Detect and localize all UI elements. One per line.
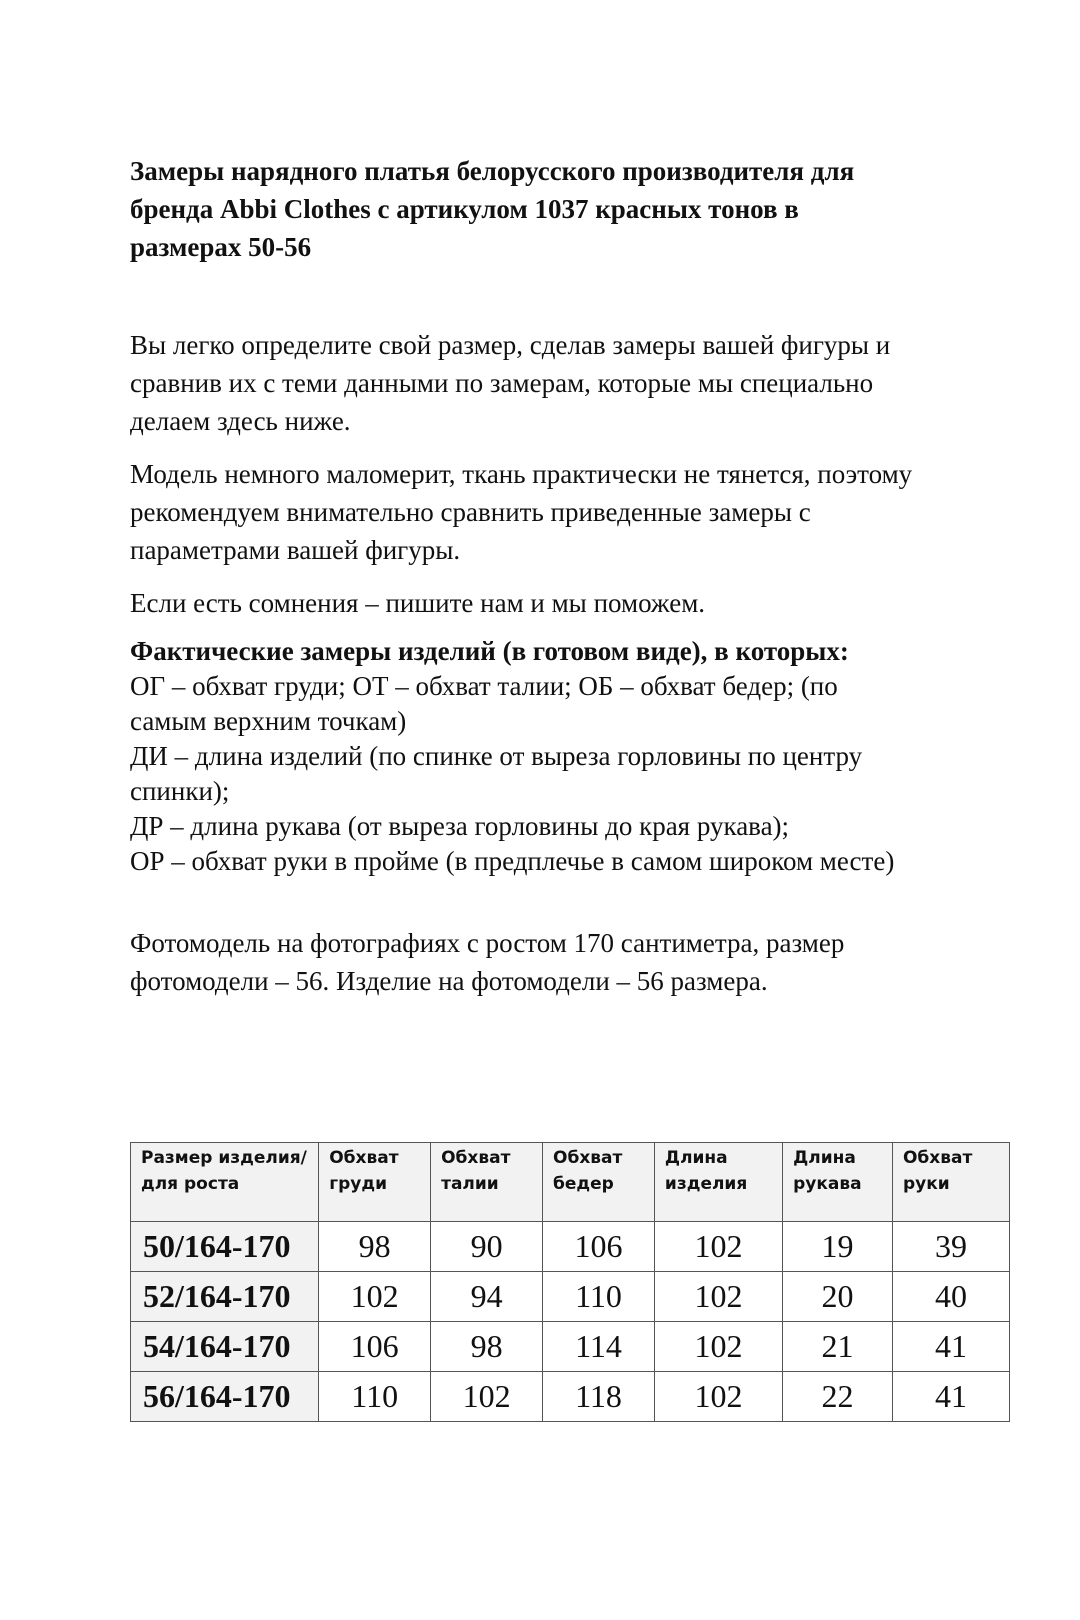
table-cell: 110	[543, 1272, 655, 1322]
legend-line: ДР – длина рукава (от выреза горловины до края рукава);	[130, 811, 790, 841]
model-note-paragraph	[130, 455, 1010, 569]
intro-line: сравнив их с теми данными по замерам, которые мы специально	[130, 368, 874, 398]
table-row	[131, 1272, 1010, 1322]
table-cell: 22	[783, 1372, 893, 1422]
table-cell: 118	[543, 1372, 655, 1422]
table-cell: 40	[892, 1272, 1009, 1322]
table-cell: 106	[543, 1222, 655, 1272]
table-row	[131, 1222, 1010, 1272]
intro-paragraph	[130, 326, 1010, 440]
table-header-row	[131, 1143, 1010, 1222]
table-cell: 41	[892, 1322, 1009, 1372]
table-cell: 102	[319, 1272, 431, 1322]
header-hips: Обхват бедер	[543, 1143, 655, 1222]
document-title	[130, 152, 1010, 266]
legend-line: самым верхним точкам)	[130, 706, 407, 736]
doubts-paragraph: Если есть сомнения – пишите нам и мы поможем.	[130, 588, 706, 618]
model-note-line: рекомендуем внимательно сравнить приведенные замеры с	[130, 497, 811, 527]
size-chart-table	[130, 1142, 1010, 1422]
size-cell: 56/164-170	[131, 1372, 319, 1422]
model-note-line: Модель немного маломерит, ткань практически не тянется, поэтому	[130, 459, 913, 489]
legend-line: ОГ – обхват груди; ОТ – обхват талии; ОБ – обхват бедер; (по	[130, 671, 838, 701]
header-waist: Обхват талии	[431, 1143, 543, 1222]
model-note-line: параметрами вашей фигуры.	[130, 535, 461, 565]
table-row	[131, 1372, 1010, 1422]
table-cell: 102	[654, 1272, 782, 1322]
legend-line: спинки);	[130, 776, 230, 806]
table-cell: 94	[431, 1272, 543, 1322]
table-cell: 106	[319, 1322, 431, 1372]
table-cell: 114	[543, 1322, 655, 1372]
title-line: Замеры нарядного платья белорусского производителя для	[130, 156, 855, 186]
title-line: размерах 50-56	[130, 232, 312, 262]
size-cell: 52/164-170	[131, 1272, 319, 1322]
table-cell: 110	[319, 1372, 431, 1422]
header-length: Длина изделия	[654, 1143, 782, 1222]
table-cell: 102	[654, 1322, 782, 1372]
table-cell: 21	[783, 1322, 893, 1372]
table-cell: 90	[431, 1222, 543, 1272]
photo-line: фотомодели – 56. Изделие на фотомодели – 56 размера.	[130, 966, 768, 996]
table-cell: 41	[892, 1372, 1009, 1422]
table-cell: 102	[654, 1222, 782, 1272]
table-cell: 19	[783, 1222, 893, 1272]
size-cell: 54/164-170	[131, 1322, 319, 1372]
intro-line: Вы легко определите свой размер, сделав замеры вашей фигуры и	[130, 330, 891, 360]
title-line: бренда Abbi Clothes с артикулом 1037 красных тонов в	[130, 194, 799, 224]
document-page	[130, 152, 1010, 1000]
table-cell: 98	[319, 1222, 431, 1272]
table-cell: 98	[431, 1322, 543, 1372]
legend-line: ОР – обхват руки в пройме (в предплечье в самом широком месте)	[130, 846, 895, 876]
table-cell: 102	[431, 1372, 543, 1422]
size-cell: 50/164-170	[131, 1222, 319, 1272]
intro-line: делаем здесь ниже.	[130, 406, 351, 436]
table-cell: 20	[783, 1272, 893, 1322]
table-cell: 102	[654, 1372, 782, 1422]
measurements-legend	[130, 634, 1010, 879]
header-sleeve: Длина рукава	[783, 1143, 893, 1222]
photo-model-paragraph	[130, 924, 1010, 1000]
photo-line: Фотомодель на фотографиях с ростом 170 сантиметра, размер	[130, 928, 845, 958]
table-row	[131, 1322, 1010, 1372]
header-size: Размер изделия/для роста	[131, 1143, 319, 1222]
header-arm: Обхват руки	[892, 1143, 1009, 1222]
table-cell: 39	[892, 1222, 1009, 1272]
header-chest: Обхват груди	[319, 1143, 431, 1222]
legend-line: ДИ – длина изделий (по спинке от выреза горловины по центру	[130, 741, 863, 771]
legend-heading: Фактические замеры изделий (в готовом виде), в которых:	[130, 636, 849, 666]
